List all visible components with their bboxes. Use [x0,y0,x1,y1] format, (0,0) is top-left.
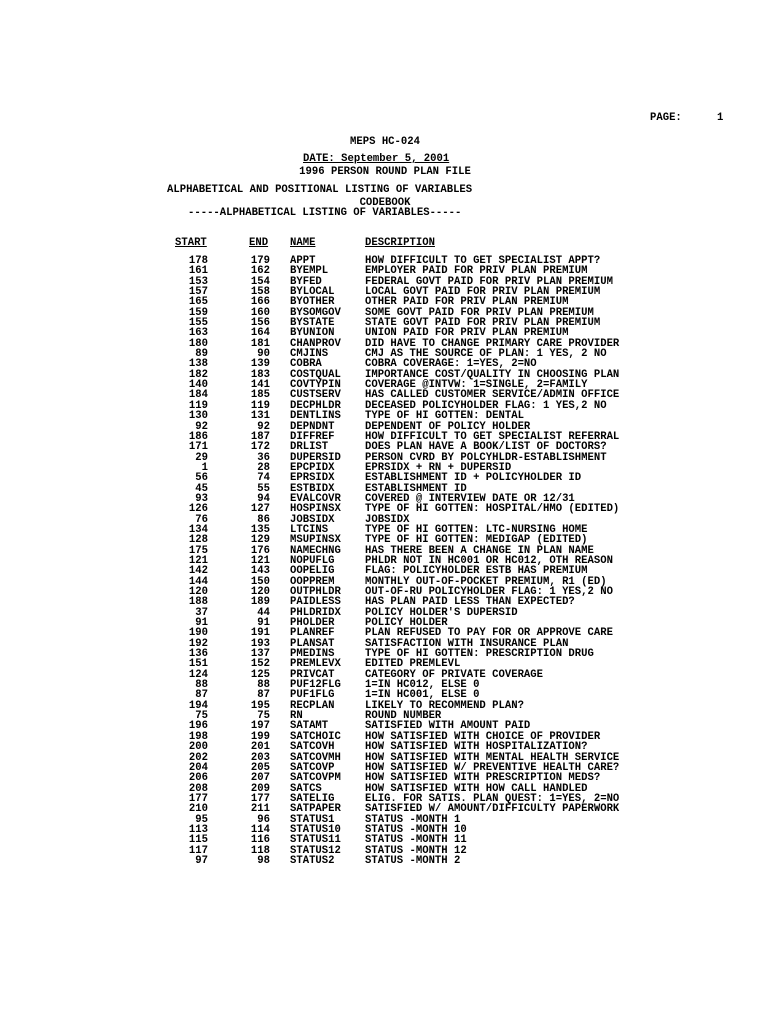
cell-start: 186 [188,430,208,443]
cell-name: STATUS10 [290,823,341,836]
cell-description: STATE GOVT PAID FOR PRIV PLAN PREMIUM [365,317,601,330]
cell-start: 175 [188,544,208,557]
cell-name: COBRA [290,358,322,371]
cell-name: SATCS [290,782,322,795]
cell-end: 36 [257,451,270,464]
cell-start: 134 [188,523,208,536]
cell-end: 141 [250,379,270,392]
cell-description: SATISFACTION WITH INSURANCE PLAN [365,637,569,650]
table-row [0,804,770,814]
cell-description: EPRSIDX + RN + DUPERSID [365,461,512,474]
cell-end: 131 [250,410,270,423]
cell-end: 183 [250,368,270,381]
cell-description: MONTHLY OUT-OF-POCKET PREMIUM, R1 (ED) [365,575,607,588]
cell-name: COVTYPIN [290,379,341,392]
cell-end: 189 [250,596,270,609]
cell-description: TYPE OF HI GOTTEN: HOSPITAL/HMO (EDITED) [365,503,620,516]
cell-name: COSTQUAL [290,368,341,381]
cell-name: PAIDLESS [290,596,341,609]
cell-name: LTCINS [290,523,329,536]
cell-description: 1=IN HC001, ELSE 0 [365,689,480,702]
cell-name: RECPLAN [290,699,335,712]
cell-end: 139 [250,358,270,371]
cell-start: 92 [195,420,208,433]
cell-start: 188 [188,596,208,609]
table-row [0,442,770,452]
cell-description: TYPE OF HI GOTTEN: LTC-NURSING HOME [365,523,588,536]
cell-start: 163 [188,327,208,340]
cell-end: 156 [250,317,270,330]
cell-end: 209 [250,782,270,795]
cell-start: 208 [188,782,208,795]
cell-description: COBRA COVERAGE: 1=YES, 2=NO [365,358,537,371]
cell-start: 155 [188,317,208,330]
cell-description: STATUS -MONTH 1 [365,813,461,826]
cell-description: 1=IN HC012, ELSE 0 [365,679,480,692]
cell-start: 56 [195,472,208,485]
cell-start: 202 [188,751,208,764]
cell-end: 166 [250,296,270,309]
cell-description: SATISFIED W/ AMOUNT/DIFFICULTY PAPERWORK [365,803,620,816]
cell-name: RN [290,710,303,723]
cell-name: SATCOVPM [290,772,341,785]
cell-name: PHLDRIDX [290,606,341,619]
cell-description: DID HAVE TO CHANGE PRIMARY CARE PROVIDER [365,337,620,350]
cell-start: 128 [188,534,208,547]
cell-name: PUF1FLG [290,689,335,702]
cell-name: PRIVCAT [290,668,335,681]
cell-name: DIFFREF [290,430,335,443]
cell-start: 113 [188,823,208,836]
cell-end: 150 [250,575,270,588]
cell-start: 142 [188,565,208,578]
cell-end: 164 [250,327,270,340]
cell-start: 200 [188,741,208,754]
cell-description: SOME GOVT PAID FOR PRIV PLAN PREMIUM [365,306,594,319]
title-line-2: 1996 PERSON ROUND PLAN FILE [299,166,471,179]
cell-end: 44 [257,606,270,619]
cell-name: HOSPINSX [290,503,341,516]
cell-end: 116 [250,834,270,847]
cell-start: 87 [195,689,208,702]
cell-name: BYSTATE [290,317,335,330]
cell-start: 165 [188,296,208,309]
cell-start: 182 [188,368,208,381]
column-header-end: END [249,237,269,249]
cell-start: 1 [201,461,208,474]
cell-name: NOPUFLG [290,554,335,567]
cell-name: OOPPREM [290,575,335,588]
cell-start: 204 [188,761,208,774]
cell-start: 177 [188,792,208,805]
cell-start: 159 [188,306,208,319]
cell-end: 86 [257,513,270,526]
cell-end: 96 [257,813,270,826]
cell-end: 137 [250,648,270,661]
cell-end: 125 [250,668,270,681]
cell-description: CMJ AS THE SOURCE OF PLAN: 1 YES, 2 NO [365,348,607,361]
cell-start: 37 [195,606,208,619]
cell-name: EPCPIDX [290,461,335,474]
cell-name: DECPHLDR [290,399,341,412]
cell-start: 192 [188,637,208,650]
cell-end: 176 [250,544,270,557]
cell-end: 154 [250,275,270,288]
cell-description: LIKELY TO RECOMMEND PLAN? [365,699,524,712]
cell-start: 97 [195,854,208,867]
cell-description: PERSON CVRD BY POLCYHLDR-ESTABLISHMENT [365,451,607,464]
cell-end: 152 [250,658,270,671]
cell-start: 171 [188,441,208,454]
variable-table [0,256,770,866]
cell-description: TYPE OF HI GOTTEN: MEDIGAP (EDITED) [365,534,588,547]
cell-description: STATUS -MONTH 12 [365,844,467,857]
cell-name: PHOLDER [290,617,335,630]
listing-heading: ALPHABETICAL AND POSITIONAL LISTING OF VARIABLES [167,184,473,196]
cell-end: 211 [250,803,270,816]
cell-name: SATCOVH [290,741,335,754]
table-row [0,411,770,421]
cell-name: BYEMPL [290,265,329,278]
cell-end: 179 [250,255,270,267]
cell-end: 92 [257,420,270,433]
cell-description: ESTABLISHMENT ID + POLICYHOLDER ID [365,472,582,485]
cell-end: 129 [250,534,270,547]
cell-description: STATUS -MONTH 10 [365,823,467,836]
cell-end: 87 [257,689,270,702]
cell-name: PLANREF [290,627,335,640]
cell-start: 126 [188,503,208,516]
cell-description: HOW SATISFIED WITH CHOICE OF PROVIDER [365,730,601,743]
cell-end: 160 [250,306,270,319]
cell-end: 135 [250,523,270,536]
cell-start: 151 [188,658,208,671]
cell-description: LOCAL GOVT PAID FOR PRIV PLAN PREMIUM [365,286,601,299]
cell-name: MSUPINSX [290,534,341,547]
cell-start: 120 [188,586,208,598]
column-header-start: START [175,237,207,249]
cell-description: HAS THERE BEEN A CHANGE IN PLAN NAME [365,544,594,557]
cell-end: 191 [250,627,270,640]
table-row [0,856,770,866]
table-row [0,742,770,752]
cell-end: 114 [250,823,270,836]
cell-description: JOBSIDX [365,513,410,526]
cell-description: TYPE OF HI GOTTEN: DENTAL [365,410,524,423]
cell-description: FEDERAL GOVT PAID FOR PRIV PLAN PREMIUM [365,275,613,288]
cell-name: STATUS12 [290,844,341,857]
cell-start: 93 [195,492,208,505]
cell-start: 144 [188,575,208,588]
cell-description: HOW DIFFICULT TO GET SPECIALIST REFERRAL [365,430,620,443]
document-date: DATE: September 5, 2001 [303,153,450,165]
title-line-1: MEPS HC-024 [350,135,420,148]
cell-name: PLANSAT [290,637,335,650]
cell-description: DEPENDENT OF POLICY HOLDER [365,420,531,433]
cell-end: 199 [250,730,270,743]
cell-name: DUPERSID [290,451,341,464]
cell-name: EPRSIDX [290,472,335,485]
cell-name: CUSTSERV [290,389,341,402]
cell-start: 29 [195,451,208,464]
cell-name: SATCOVMH [290,751,341,764]
cell-start: 157 [188,286,208,299]
cell-name: PREMLEVX [290,658,341,671]
cell-description: OTHER PAID FOR PRIV PLAN PREMIUM [365,296,569,309]
cell-description: SATISFIED WITH AMOUNT PAID [365,720,531,733]
cell-start: 180 [188,337,208,350]
cell-start: 45 [195,482,208,495]
cell-name: BYOTHER [290,296,335,309]
cell-description: TYPE OF HI GOTTEN: PRESCRIPTION DRUG [365,648,594,661]
cell-name: BYFED [290,275,322,288]
cell-name: APPT [290,255,316,267]
cell-name: STATUS2 [290,854,335,867]
cell-start: 76 [195,513,208,526]
cell-end: 193 [250,637,270,650]
cell-name: NAMECHNG [290,544,341,557]
cell-description: HOW SATISFIED WITH MENTAL HEALTH SERVICE [365,751,620,764]
cell-description: HOW DIFFICULT TO GET SPECIALIST APPT? [365,255,601,267]
cell-description: COVERED @ INTERVIEW DATE OR 12/31 [365,492,575,505]
section-heading: -----ALPHABETICAL LISTING OF VARIABLES----- [188,207,462,219]
cell-end: 91 [257,617,270,630]
cell-description: EDITED PREMLEVL [365,658,461,671]
cell-description: HOW SATISFIED W/ PREVENTIVE HEALTH CARE? [365,761,620,774]
cell-name: STATUS1 [290,813,335,826]
cell-description: OUT-OF-RU POLICYHOLDER FLAG: 1 YES,2 NO [365,586,613,598]
cell-description: EMPLOYER PAID FOR PRIV PLAN PREMIUM [365,265,588,278]
cell-end: 74 [257,472,270,485]
cell-end: 75 [257,710,270,723]
cell-start: 206 [188,772,208,785]
cell-description: FLAG: POLICYHOLDER ESTB HAS PREMIUM [365,565,588,578]
cell-end: 181 [250,337,270,350]
cell-end: 118 [250,844,270,857]
cell-end: 127 [250,503,270,516]
table-row [0,473,770,483]
cell-description: ESTABLISHMENT ID [365,482,467,495]
cell-description: STATUS -MONTH 11 [365,834,467,847]
cell-end: 172 [250,441,270,454]
page-label: PAGE: [650,112,682,124]
cell-end: 98 [257,854,270,867]
cell-name: OUTPHLDR [290,586,341,598]
cell-name: DEPNDNT [290,420,335,433]
cell-name: CMJINS [290,348,329,361]
cell-start: 119 [188,399,208,412]
cell-start: 75 [195,710,208,723]
page-number: 1 [717,112,724,124]
cell-description: HOW SATISFIED WITH HOSPITALIZATION? [365,741,588,754]
cell-name: SATAMT [290,720,329,733]
cell-name: PMEDINS [290,648,335,661]
cell-description: PLAN REFUSED TO PAY FOR OR APPROVE CARE [365,627,613,640]
cell-start: 88 [195,679,208,692]
cell-end: 205 [250,761,270,774]
cell-end: 90 [257,348,270,361]
cell-end: 121 [250,554,270,567]
cell-start: 196 [188,720,208,733]
cell-name: OOPELIG [290,565,335,578]
cell-description: DOES PLAN HAVE A BOOK/LIST OF DOCTORS? [365,441,607,454]
cell-start: 184 [188,389,208,402]
cell-start: 140 [188,379,208,392]
cell-description: HAS CALLED CUSTOMER SERVICE/ADMIN OFFICE [365,389,620,402]
cell-end: 187 [250,430,270,443]
cell-start: 198 [188,730,208,743]
cell-name: EVALCOVR [290,492,341,505]
column-header-description: DESCRIPTION [365,237,435,249]
cell-description: HAS PLAN PAID LESS THAN EXPECTED? [365,596,575,609]
cell-name: DRLIST [290,441,329,454]
cell-end: 158 [250,286,270,299]
cell-name: CHANPROV [290,337,341,350]
cell-end: 143 [250,565,270,578]
cell-end: 177 [250,792,270,805]
cell-name: ESTBIDX [290,482,335,495]
cell-name: SATELIG [290,792,335,805]
cell-name: BYUNION [290,327,335,340]
cell-start: 138 [188,358,208,371]
cell-name: SATCHOIC [290,730,341,743]
cell-start: 95 [195,813,208,826]
cell-start: 136 [188,648,208,661]
cell-start: 190 [188,627,208,640]
cell-description: UNION PAID FOR PRIV PLAN PREMIUM [365,327,569,340]
cell-name: PUF12FLG [290,679,341,692]
cell-end: 162 [250,265,270,278]
cell-start: 117 [188,844,208,857]
cell-end: 119 [250,399,270,412]
cell-end: 197 [250,720,270,733]
cell-end: 120 [250,586,270,598]
cell-end: 94 [257,492,270,505]
cell-start: 124 [188,668,208,681]
title-line-3: CODEBOOK [359,196,411,209]
cell-description: POLICY HOLDER'S DUPERSID [365,606,518,619]
cell-start: 194 [188,699,208,712]
cell-description: ELIG. FOR SATIS. PLAN QUEST: 1=YES, 2=NO [365,792,620,805]
cell-description: HOW SATISFIED WITH HOW CALL HANDLED [365,782,588,795]
cell-description: COVERAGE @INTVW: 1=SINGLE, 2=FAMILY [365,379,588,392]
cell-start: 178 [188,255,208,267]
cell-name: DENTLINS [290,410,341,423]
cell-start: 130 [188,410,208,423]
cell-name: STATUS11 [290,834,341,847]
cell-description: PHLDR NOT IN HC001 OR HC012, OTH REASON [365,554,613,567]
cell-description: IMPORTANCE COST/QUALITY IN CHOOSING PLAN [365,368,620,381]
cell-description: DECEASED POLICYHOLDER FLAG: 1 YES,2 NO [365,399,607,412]
cell-end: 207 [250,772,270,785]
cell-description: ROUND NUMBER [365,710,442,723]
cell-name: JOBSIDX [290,513,335,526]
cell-end: 55 [257,482,270,495]
cell-description: HOW SATISFIED WITH PRESCRIPTION MEDS? [365,772,601,785]
cell-end: 88 [257,679,270,692]
cell-start: 89 [195,348,208,361]
cell-name: SATPAPER [290,803,341,816]
cell-start: 210 [188,803,208,816]
cell-end: 185 [250,389,270,402]
cell-start: 91 [195,617,208,630]
cell-start: 115 [188,834,208,847]
cell-start: 161 [188,265,208,278]
cell-end: 201 [250,741,270,754]
cell-start: 153 [188,275,208,288]
column-header-name: NAME [290,237,316,249]
cell-description: POLICY HOLDER [365,617,448,630]
cell-name: BYSOMGOV [290,306,341,319]
cell-end: 28 [257,461,270,474]
cell-description: CATEGORY OF PRIVATE COVERAGE [365,668,544,681]
cell-end: 195 [250,699,270,712]
table-row [0,773,770,783]
cell-description: STATUS -MONTH 2 [365,854,461,867]
cell-name: SATCOVP [290,761,335,774]
cell-name: BYLOCAL [290,286,335,299]
cell-end: 203 [250,751,270,764]
cell-start: 121 [188,554,208,567]
